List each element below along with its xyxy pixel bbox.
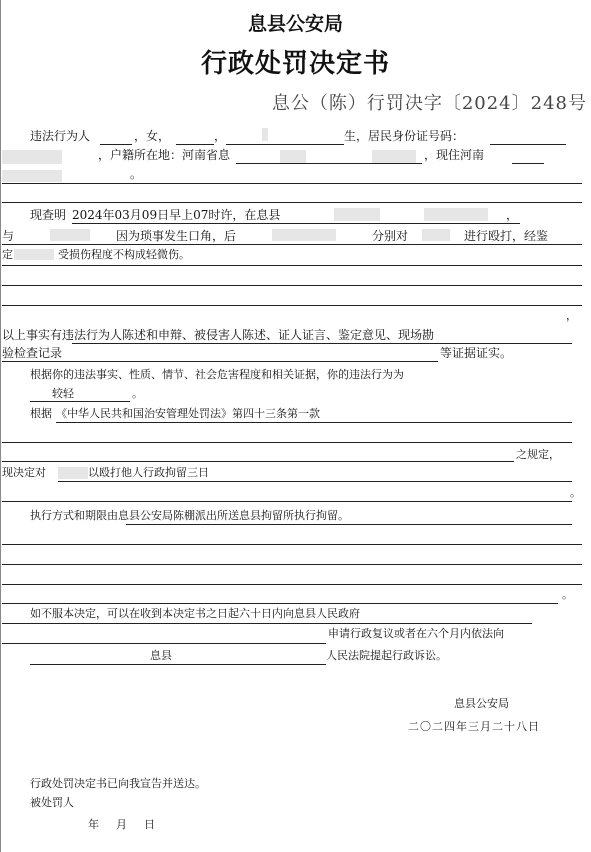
evidence-line-1-underline	[72, 343, 572, 344]
redaction-mark	[58, 467, 88, 479]
facts-appraisal-char: 定	[2, 248, 13, 261]
provision-end: 之规定，	[516, 448, 560, 461]
party-label: 违法行为人	[30, 129, 91, 143]
blank-line	[2, 584, 582, 585]
judgement-line-1: 根据你的违法事实、性质、情节、社会危害程度和相关证据，你的违法行为为	[30, 368, 404, 381]
legal-basis: 《中华人民共和国治安管理处罚法》第四十三条第一款	[56, 407, 320, 420]
redaction-mark	[422, 229, 450, 241]
judgement-level: 较轻	[52, 387, 74, 400]
facts-mid: 分别对	[372, 229, 409, 243]
party-household-registration: ，户籍所在地：河南省息	[98, 148, 231, 162]
execution-end: 。	[562, 588, 573, 601]
party-period: 。	[130, 167, 143, 181]
blank-line	[2, 501, 572, 502]
redaction-mark	[372, 150, 416, 163]
evidence-line-2: 验检查记录	[2, 346, 63, 360]
facts-end-comma: ，	[566, 309, 577, 322]
blank-line	[2, 442, 572, 443]
redaction-mark	[272, 229, 336, 241]
party-separator: ，	[214, 129, 227, 143]
party-birth-id: 生，居民身份证号码：	[344, 129, 465, 143]
party-gender: ，女，	[134, 129, 171, 143]
blank-line	[2, 461, 514, 462]
appeal-line-1: 如不服本决定，可以在收到本决定书之日起六十日内向息县人民政府	[30, 607, 360, 620]
redaction-mark	[280, 150, 306, 163]
appeal-underline-1	[2, 623, 532, 624]
execution-underline	[126, 524, 572, 525]
facts-datetime: 2024年03月09日早上07时许，在息县	[72, 208, 281, 222]
appeal-court-underline	[30, 664, 326, 665]
facts-line-4	[2, 285, 582, 286]
blank-line	[2, 564, 582, 565]
decision-underline	[58, 481, 572, 482]
issuing-organization: 息县公安局	[247, 13, 343, 35]
decision-prefix: 现决定对	[2, 466, 46, 479]
judgement-level-underline	[30, 401, 130, 402]
blank-line	[2, 603, 558, 604]
facts-injury: 受损伤程度不构成轻微伤。	[58, 248, 190, 261]
appeal-underline-2	[2, 643, 326, 644]
residence-field-line-a	[512, 163, 544, 164]
signing-organization: 息县公安局	[454, 697, 509, 710]
household-field-line	[236, 163, 422, 164]
facts-line-2	[2, 244, 582, 245]
execution-text: 执行方式和期限由息县公安局陈棚派出所送息县拘留所执行拘留。	[30, 509, 349, 522]
facts-cause: 因为琐事发生口角，后	[116, 229, 237, 243]
document-number: 息公（陈）行罚决字〔2024〕248号	[271, 93, 587, 114]
redacted-address	[2, 170, 62, 182]
redaction-mark	[50, 229, 90, 241]
decision-end: 。	[570, 486, 581, 499]
document-title: 行政处罚决定书	[200, 49, 390, 79]
id-number-field-line	[490, 144, 566, 145]
blank-line	[2, 202, 582, 203]
delivery-year: 年	[88, 818, 99, 831]
redaction-mark	[262, 128, 268, 141]
birthdate-field-line	[226, 144, 344, 145]
facts-with: 与	[2, 229, 15, 243]
appeal-line-2: 申请行政复议或者在六个月内依法向	[328, 627, 504, 640]
residence-field-line-b	[2, 183, 582, 184]
blank-line	[2, 544, 582, 545]
facts-line-1	[72, 223, 520, 224]
name-field-line	[100, 144, 132, 145]
redaction-mark	[14, 249, 54, 260]
ethnicity-field-line	[176, 144, 214, 145]
appeal-court: 息县	[150, 649, 172, 662]
delivery-day: 日	[144, 818, 155, 831]
basis-prefix: 根据	[30, 407, 52, 420]
evidence-line-2-underline	[2, 361, 438, 362]
facts-line-5	[2, 305, 582, 306]
signing-date: 二〇二四年三月二十八日	[408, 720, 540, 733]
recipient-label: 被处罚人	[30, 796, 74, 809]
page-edge	[0, 0, 1, 852]
appeal-line-3: 人民法院提起行政诉讼。	[326, 649, 447, 662]
facts-line-3	[2, 265, 582, 266]
facts-comma: ，	[506, 208, 519, 222]
redaction-mark	[334, 208, 380, 221]
redacted-id-number	[2, 150, 62, 164]
facts-act: 进行殴打，经鉴	[464, 229, 549, 243]
delivery-month: 月	[116, 818, 127, 831]
evidence-line-1: 以上事实有违法行为人陈述和申辩、被侵害人陈述、证人证言、鉴定意见、现场勘	[2, 328, 435, 342]
legal-basis-underline	[56, 422, 572, 423]
facts-prefix: 现查明	[30, 208, 67, 222]
party-residence: ，现住河南	[424, 148, 485, 162]
evidence-suffix: 等证据证实。	[440, 346, 513, 360]
judgement-level-end: 。	[132, 387, 143, 400]
delivery-statement: 行政处罚决定书已向我宣告并送达。	[30, 777, 206, 790]
redaction-mark	[424, 208, 488, 221]
decision-text: 以殴打他人行政拘留三日	[88, 466, 209, 479]
